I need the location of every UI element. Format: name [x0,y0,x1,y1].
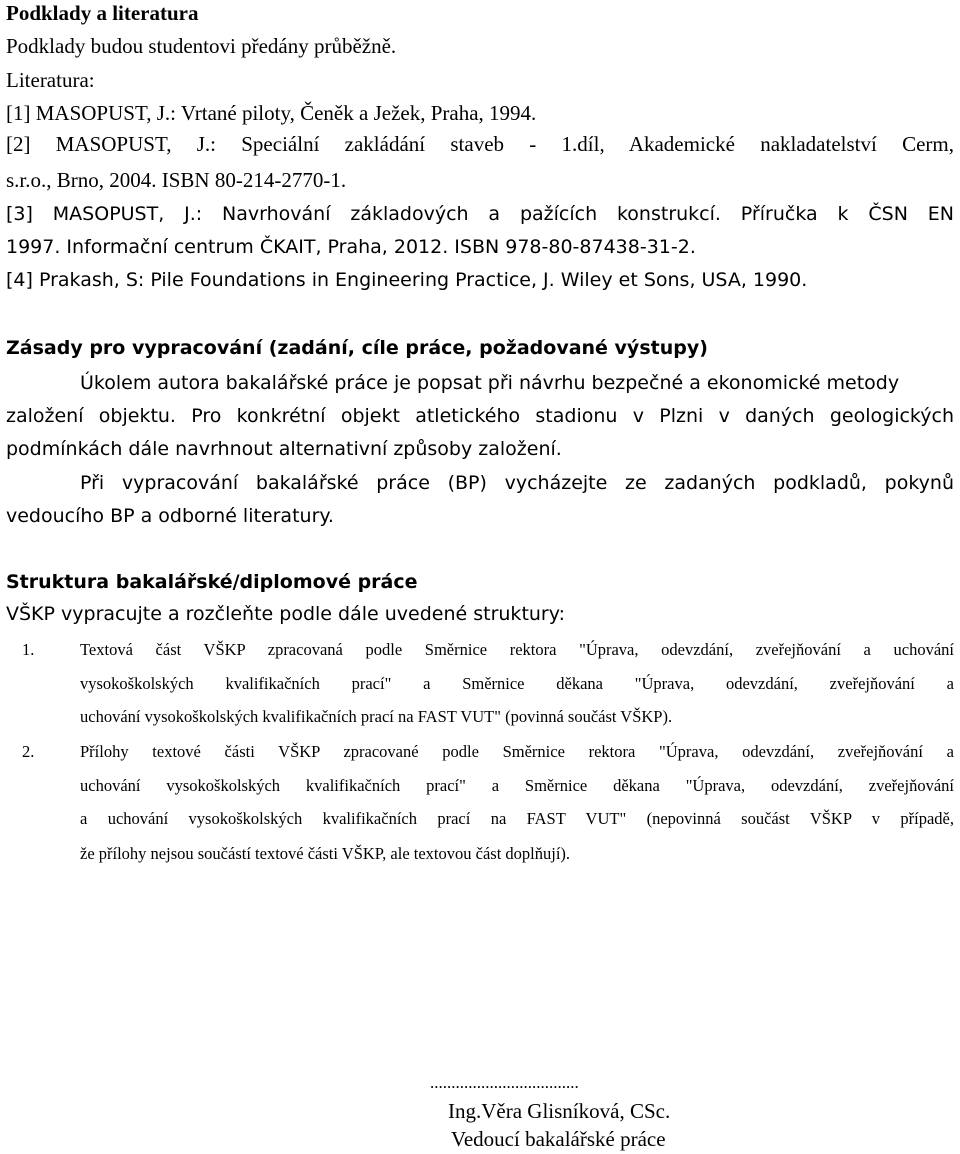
reference-3-line-2: 1997. Informační centrum ČKAIT, Praha, 2012. ISBN 978-80-87438-31-2. [6,236,696,258]
literatura-label: Literatura: [6,68,95,92]
section-heading-zasady: Zásady pro vypracování (zadání, cíle práce, požadované výstupy) [6,337,708,359]
list-item-line: Přílohy textové části VŠKP zpracované podle Směrnice rektora "Úprava, odevzdání, zveřejňování a [80,742,954,761]
reference-3-line-1: [3] MASOPUST, J.: Navrhování základových a pažících konstrukcí. Příručka k ČSN EN [6,203,954,225]
section-heading-struktura: Struktura bakalářské/diplomové práce [6,571,418,593]
list-item-line: Textová část VŠKP zpracovaná podle Směrnice rektora "Úprava, odevzdání, zveřejňování a uchování [80,640,954,659]
zasady-paragraph-1-line-2: založení objektu. Pro konkrétní objekt atletického stadionu v Plzni v daných geologických [6,405,954,427]
signature-role: Vedoucí bakalářské práce [451,1127,666,1151]
zasady-paragraph-2-line-2: vedoucího BP a odborné literatury. [6,505,334,527]
list-item-line: vysokoškolských kvalifikačních prací" a Směrnice děkana "Úprava, odevzdání, zveřejňování a [80,674,954,693]
podklady-intro: Podklady budou studentovi předány průběžně. [6,34,397,58]
list-item-number: 2. [22,742,35,761]
zasady-paragraph-1-line-3: podmínkách dále navrhnout alternativní způsoby založení. [6,438,562,460]
reference-2-line-2: s.r.o., Brno, 2004. ISBN 80-214-2770-1. [6,168,347,192]
list-item-line: že přílohy nejsou součástí textové části VŠKP, ale textovou část doplňují). [80,844,571,863]
reference-4: [4] Prakash, S: Pile Foundations in Engineering Practice, J. Wiley et Sons, USA, 1990. [6,269,808,291]
struktura-intro: VŠKP vypracujte a rozčleňte podle dále uvedené struktury: [6,603,566,625]
signature-dots: ................................... [430,1073,579,1092]
list-item-number: 1. [22,640,35,659]
reference-1: [1] MASOPUST, J.: Vrtané piloty, Čeněk a Ježek, Praha, 1994. [6,101,537,125]
list-item-line: uchování vysokoškolských kvalifikačních prací na FAST VUT" (povinná součást VŠKP). [80,707,673,726]
list-item-line: a uchování vysokoškolských kvalifikačních prací na FAST VUT" (nepovinná součást VŠKP v případě, [80,809,954,828]
zasady-paragraph-1-line-1: Úkolem autora bakalářské práce je popsat při návrhu bezpečné a ekonomické metody [80,372,900,394]
list-item-line: uchování vysokoškolských kvalifikačních prací" a Směrnice děkana "Úprava, odevzdání, zveřejňování [80,776,954,795]
signature-name: Ing.Věra Glisníková, CSc. [448,1099,671,1123]
zasady-paragraph-2-line-1: Při vypracování bakalářské práce (BP) vycházejte ze zadaných podkladů, pokynů [80,472,954,494]
reference-2-line-1: [2] MASOPUST, J.: Speciální zakládání staveb - 1.díl, Akademické nakladatelství Cerm, [6,132,954,156]
section-heading-podklady: Podklady a literatura [6,1,199,25]
